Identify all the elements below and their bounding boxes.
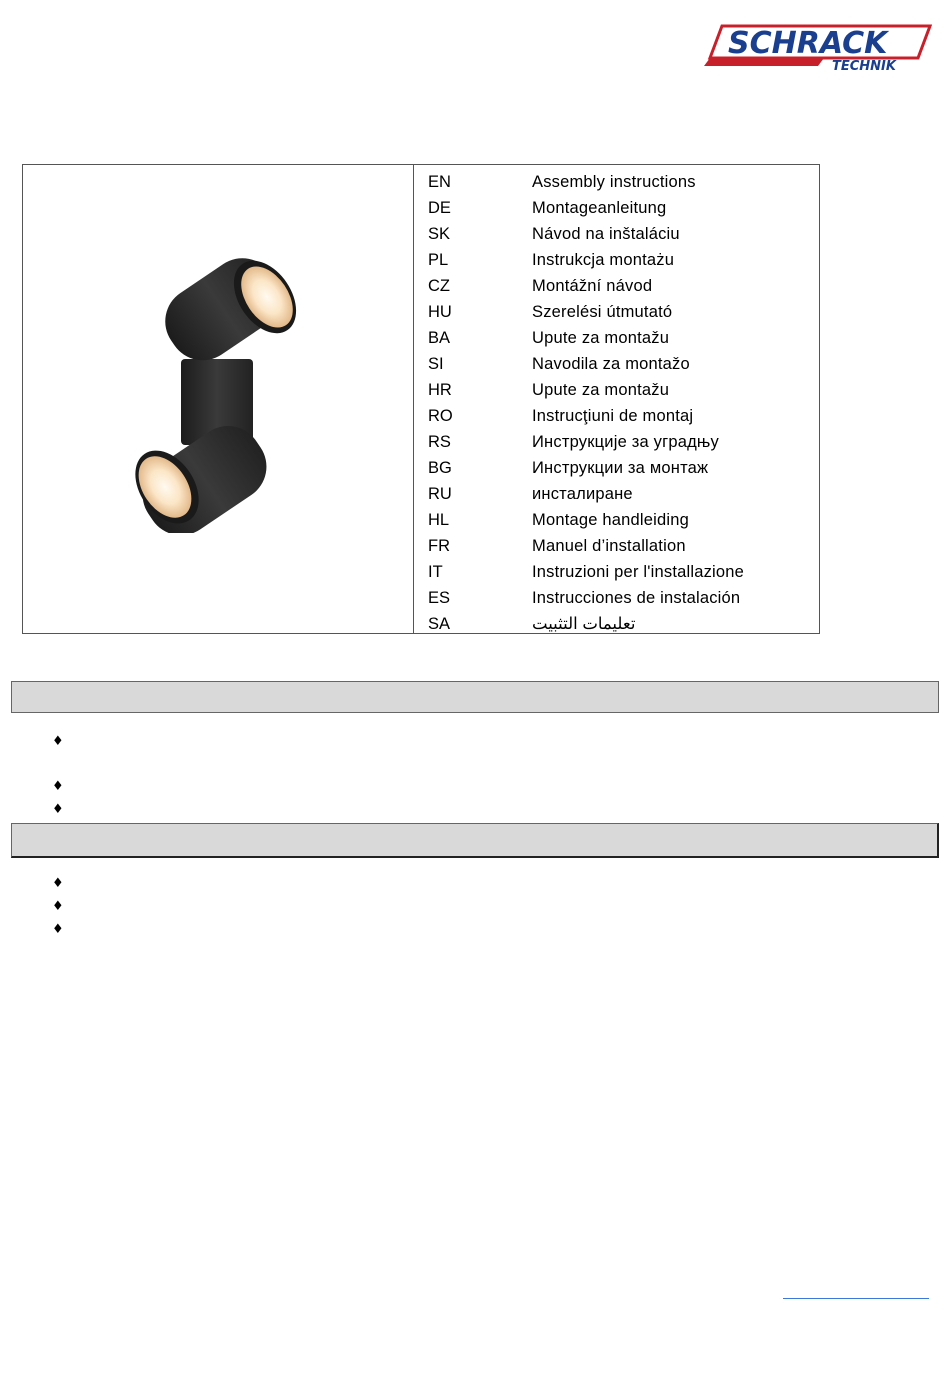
bullet-marker: ♦ <box>52 802 64 817</box>
language-label: Instrucţiuni de montaj <box>532 406 694 425</box>
language-row-en <box>428 169 744 195</box>
language-row-hr <box>428 377 744 403</box>
language-code: SA <box>428 614 451 633</box>
language-label: Szerelési útmutató <box>532 302 673 321</box>
section-header-bar-1 <box>11 681 939 713</box>
language-code: EN <box>428 172 451 191</box>
language-code: HR <box>428 380 452 399</box>
language-code: IT <box>428 562 443 581</box>
language-code: RS <box>428 432 451 451</box>
language-row-cz <box>428 273 744 299</box>
language-label: Navodila za montažo <box>532 354 690 373</box>
language-code: BG <box>428 458 452 477</box>
language-label: تعليمات التثبيت <box>532 615 636 633</box>
language-code: HU <box>428 302 452 321</box>
language-row-pl <box>428 247 744 273</box>
bullet-marker: ♦ <box>52 779 64 794</box>
language-code: PL <box>428 250 449 269</box>
language-code: SK <box>428 224 451 243</box>
language-row-ba <box>428 325 744 351</box>
bullet-marker: ♦ <box>52 876 64 891</box>
language-code: RO <box>428 406 453 425</box>
language-label: Assembly instructions <box>532 172 696 191</box>
language-label: Instrukcja montażu <box>532 250 675 269</box>
language-label: Upute za montažu <box>532 380 670 399</box>
language-code: BA <box>428 328 451 347</box>
language-label: Montage handleiding <box>532 510 690 529</box>
language-code: RU <box>428 484 452 503</box>
language-row-rs <box>428 429 744 455</box>
language-code: DE <box>428 198 451 217</box>
language-row-fr <box>428 533 744 559</box>
language-label: Manuel d’installation <box>532 536 686 555</box>
language-label: Instrucciones de instalación <box>532 588 741 607</box>
language-row-ru <box>428 481 744 507</box>
language-row-si <box>428 351 744 377</box>
language-label: Instruzioni per l'installazione <box>532 562 745 581</box>
product-image-spotlight <box>127 249 309 533</box>
language-code: SI <box>428 354 444 373</box>
bullet-marker: ♦ <box>52 922 64 937</box>
language-row-ro <box>428 403 744 429</box>
bullet-marker: ♦ <box>52 734 64 749</box>
language-label: инсталиране <box>532 484 633 503</box>
language-code: FR <box>428 536 450 555</box>
language-row-hl <box>428 507 744 533</box>
logo-main-text: SCHRACK <box>728 26 888 61</box>
footer-hyperlink-underline[interactable] <box>783 1298 929 1299</box>
logo-sub-text: TECHNIK <box>832 59 896 74</box>
table-divider <box>413 165 414 633</box>
schrack-technik-logo <box>704 20 932 76</box>
language-label: Montážní návod <box>532 276 653 295</box>
language-row-sa <box>428 611 744 637</box>
section-header-bar-2 <box>11 823 939 858</box>
language-label: Návod na inštaláciu <box>532 224 680 243</box>
language-row-it <box>428 559 744 585</box>
language-label: Инструкције за уградњу <box>532 432 719 451</box>
cover-table <box>22 164 820 634</box>
language-code: CZ <box>428 276 450 295</box>
bullet-marker: ♦ <box>52 899 64 914</box>
language-row-bg <box>428 455 744 481</box>
language-list <box>428 169 744 637</box>
language-row-hu <box>428 299 744 325</box>
language-code: HL <box>428 510 450 529</box>
language-label: Montageanleitung <box>532 198 667 217</box>
language-row-sk <box>428 221 744 247</box>
language-label: Инструкции за монтаж <box>532 458 709 477</box>
language-row-de <box>428 195 744 221</box>
language-code: ES <box>428 588 451 607</box>
language-row-es <box>428 585 744 611</box>
language-label: Upute za montažu <box>532 328 670 347</box>
